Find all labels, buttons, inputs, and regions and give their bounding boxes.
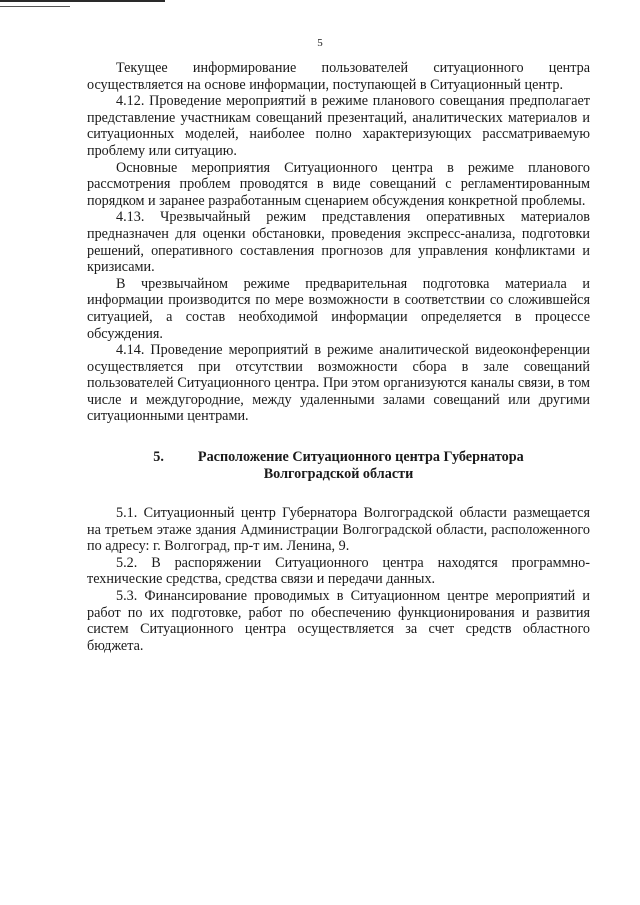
scan-edge-mark-secondary bbox=[0, 6, 70, 7]
paragraph: Основные мероприятия Ситуационного центра в режиме планового рассмотрения проблем проводятся в виде совещаний с регламентированным порядком и заранее разработанным сценарием обсуждения конкретной проблемы. bbox=[87, 159, 590, 209]
scan-edge-mark bbox=[0, 0, 165, 2]
section-title-line1: Расположение Ситуационного центра Губернатора bbox=[197, 449, 524, 466]
paragraph: В чрезвычайном режиме предварительная подготовка материала и информации производится по мере возможности в соответствии со сложившейся ситуацией, а состав необходимой информации определяется в процессе обсуждения. bbox=[87, 275, 590, 342]
paragraph: Текущее информирование пользователей ситуационного центра осуществляется на основе информации, поступающей в Ситуационный центр. bbox=[87, 60, 590, 93]
section-number: 5. bbox=[153, 449, 164, 466]
document-body bbox=[87, 60, 590, 654]
paragraph: 4.14. Проведение мероприятий в режиме аналитической видеоконференции осуществляется при отсутствии возможности сбора в зале совещаний пользователей Ситуационного центра. При этом организуются каналы связи, в том числе и междугородние, между удаленными залами совещаний или другими ситуационными центрами. bbox=[87, 342, 590, 425]
paragraph: 5.3. Финансирование проводимых в Ситуационном центре мероприятий и работ по их подготовке, работ по обеспечению функционирования и развития систем Ситуационного центра осуществляется за счет средств областного бюджета. bbox=[87, 588, 590, 654]
section-heading bbox=[87, 449, 590, 483]
page-number: 5 bbox=[317, 37, 323, 49]
paragraph: 5.2. В распоряжении Ситуационного центра находятся программно-технические средства, средства связи и передачи данных. bbox=[87, 554, 590, 588]
paragraph: 5.1. Ситуационный центр Губернатора Волгоградской области размещается на третьем этаже здания Администрации Волгоградской области, расположенного по адресу: г. Волгоград, пр-т им. Ленина, 9. bbox=[87, 505, 590, 555]
section-title-line2: Волгоградской области bbox=[263, 466, 414, 483]
paragraph: 4.12. Проведение мероприятий в режиме планового совещания предполагает представление участникам совещаний презентаций, аналитических материалов и ситуационных моделей, наиболее полно характеризующих рассматриваемую проблему или ситуацию. bbox=[87, 93, 590, 159]
section-heading-line1 bbox=[87, 449, 590, 466]
paragraph: 4.13. Чрезвычайный режим представления оперативных материалов предназначен для оценки обстановки, проведения экспресс-анализа, подготовки решений, оперативного составления прогнозов для управления конфликтами и кризисами. bbox=[87, 209, 590, 276]
